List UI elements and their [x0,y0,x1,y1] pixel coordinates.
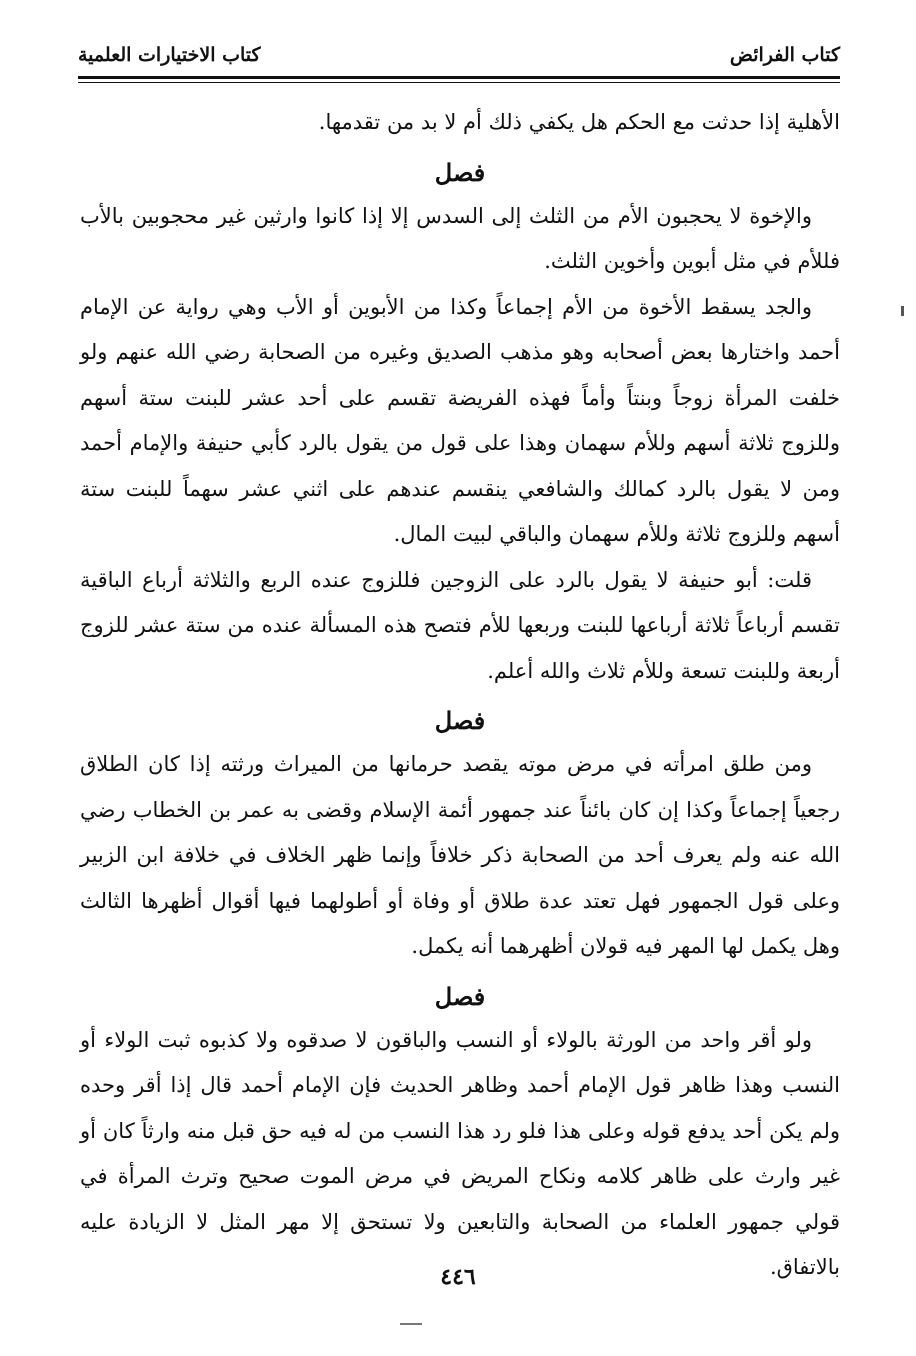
paragraph-qult-abu-hanifa: قلت: أبو حنيفة لا يقول بالرد على الزوجين فللزوج عنده الربع والثلاثة أرباع الباقية تقسم أرباعاً ثلاثة أرباعها للبنت وربعها للأم فتصح هذه المسألة عنده من ستة عشر للزوج أربعة وللبنت تسعة وللأم ثلاث والله أعلم. [80,567,840,683]
section-heading-2: فصل [434,706,486,735]
paragraph-acknowledgment: ولو أقر واحد من الورثة بالولاء أو النسب والباقون لا صدقوه ولا كذبوه ثبت الولاء أو النسب وهذا ظاهر قول الإمام أحمد وظاهر الحديث فإن الإمام أحمد قال إذا أقر وحده ولم يكن أحد يدفع قوله وعلى هذا فلو رد هذا النسب من له فيه حق قبل منه وارثاً كان أو غير وارث على ظاهر كلامه ونكاح المريض في مرض الموت صحيح وترث المرأة في قولي جمهور العلماء من الصحابة والتابعين ولا تستحق إلا مهر المثل لا الزيادة عليه بالاتفاق. [80,1027,840,1279]
paragraph-grandfather: والجد يسقط الأخوة من الأم إجماعاً وكذا من الأبوين أو الأب وهي رواية عن الإمام أحمد واختارها بعض أصحابه وهو مذهب الصديق وغيره من الصحابة رضي الله عنهم ولو خلفت المرأة زوجاً وبنتاً وأماً فهذه الفريضة تقسم على أحد عشر للبنت ستة أسهم وللزوج ثلاثة أسهم وللأم سهمان وهذا على قول من يقول بالرد كأبي حنيفة والإمام أحمد ومن لا يقول بالرد كمالك والشافعي ينقسم عندهم على اثني عشر سهماً للبنت ستة أسهم وللزوج ثلاثة وللأم سهمان والباقي لبيت المال. [80,294,840,546]
running-header [78,40,840,74]
header-rule-thick [78,76,840,79]
paragraph-continuation: الأهلية إذا حدثت مع الحكم هل يكفي ذلك أم لا بد من تقدمها. [318,110,840,134]
page-body [80,100,840,1291]
header-rule-thin [78,82,840,83]
paragraph-divorce-illness: ومن طلق امرأته في مرض موته يقصد حرمانها من الميراث ورثته إذا كان الطلاق رجعياً إجماعاً وكذا إن كان بائناً عند جمهور أئمة الإسلام وقضى به عمر بن الخطاب رضي الله عنه ولم يعرف أحد من الصحابة ذكر خلافاً وإنما ظهر الخلاف في خلافة ابن الزبير وعلى قول الجمهور فهل تعتد عدة طلاق أو وفاة أو أطولهما فيها أقوال أظهرها الثالث وهل يكمل لها المهر فيه قولان أظهرهما أنه يكمل. [80,752,840,958]
section-heading-3: فصل [434,981,486,1011]
paragraph-brothers-hajb: والإخوة لا يحجبون الأم من الثلث إلى السدس إلا إذا كانوا وارثين غير محجوبين بالأب فللأم في مثل أبوين وأخوين الثلث. [80,203,840,273]
scan-artifact-mark [901,306,904,316]
page-number: ٤٤٦ [440,1264,476,1290]
header-book-title: كتاب الاختيارات العلمية [78,44,261,66]
section-heading-1: فصل [434,157,486,187]
footer-scan-mark [400,1323,422,1325]
header-book-section-title: كتاب الفرائض [729,44,840,66]
